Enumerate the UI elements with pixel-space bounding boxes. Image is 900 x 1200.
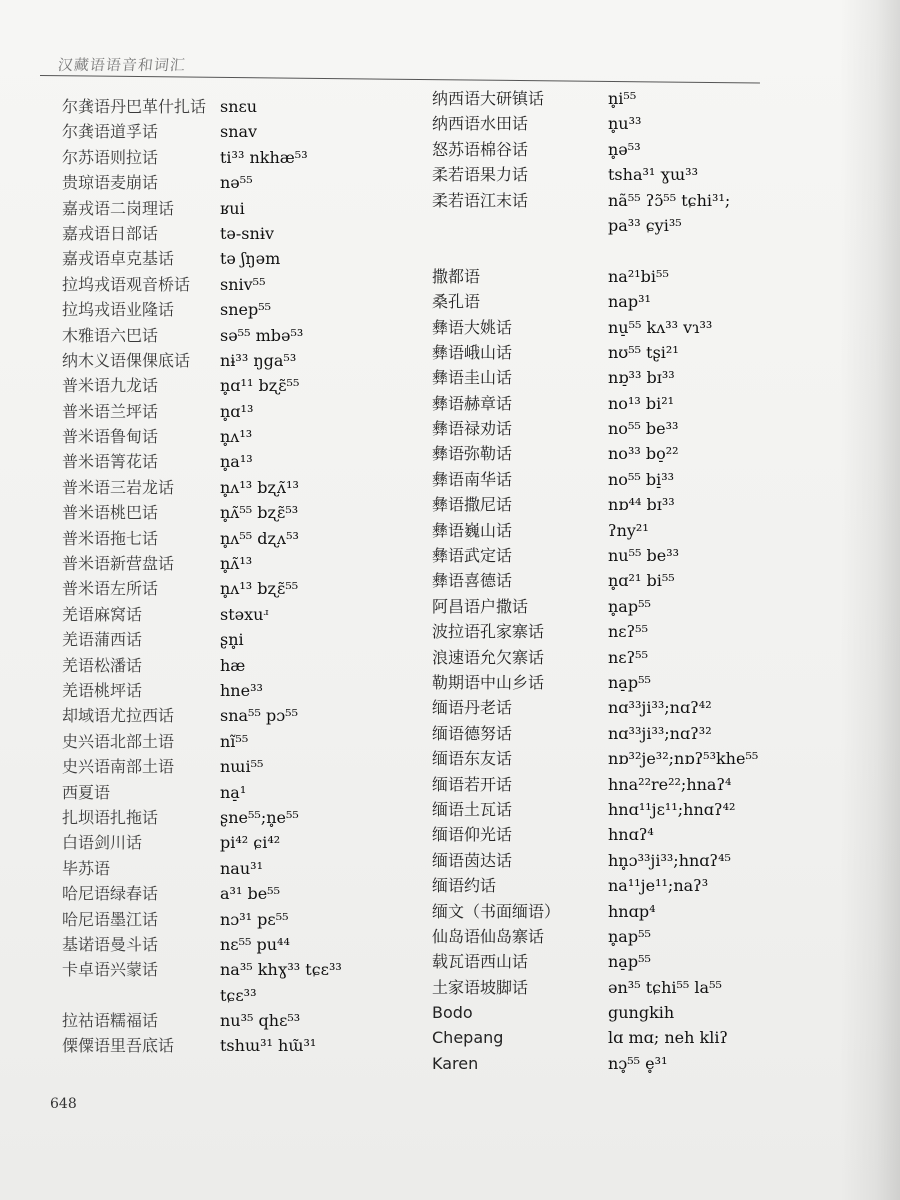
language-label: 波拉语孔家寨话 xyxy=(432,622,545,642)
header-rule xyxy=(40,75,760,84)
word-form: snɛu xyxy=(220,97,258,116)
language-label: 尔龚语道孚话 xyxy=(62,122,159,142)
language-label: 彝语峨山话 xyxy=(432,342,513,362)
language-label: 拉祜语糯福话 xyxy=(62,1011,159,1031)
word-form: nɨ³³ ŋga⁵³ xyxy=(220,350,297,370)
language-label: 缅语仰光话 xyxy=(432,825,513,845)
word-form: nɛʔ⁵⁵ xyxy=(608,622,648,642)
language-label: 傈僳语里吾底话 xyxy=(62,1036,175,1056)
word-form: ʔny²¹ xyxy=(608,520,649,540)
language-label: 普米语兰坪话 xyxy=(62,401,159,421)
language-label: 普米语鲁甸话 xyxy=(62,427,159,447)
word-form: no⁵⁵ be³³ xyxy=(608,419,679,439)
word-form: nu̠⁵⁵ kʌ³³ vɿ³³ xyxy=(608,317,713,337)
language-label: Karen xyxy=(432,1053,479,1073)
language-label: 桑孔语 xyxy=(432,292,481,312)
word-form: n̥ʌ¹³ bʐʌ̃¹³ xyxy=(220,477,299,497)
language-label: 卡卓语兴蒙话 xyxy=(62,960,159,980)
language-label: 柔若语果力话 xyxy=(432,165,529,185)
word-form: na̠¹ xyxy=(220,782,247,802)
word-form: nɒ³²je³²;nɒʔ⁵³khe⁵⁵ xyxy=(608,749,759,769)
word-form: n̥ap⁵⁵ xyxy=(608,596,651,616)
word-form: tsha³¹ ɣɯ³³ xyxy=(608,165,698,185)
language-label: 尔苏语则拉话 xyxy=(62,147,159,167)
word-form: hnɑʔ⁴ xyxy=(608,825,654,845)
word-form: nĩ⁵⁵ xyxy=(220,731,249,751)
word-form: nã⁵⁵ ʔɔ̃⁵⁵ tɕhi³¹; xyxy=(608,190,731,210)
language-label: 撒都语 xyxy=(432,266,481,286)
language-label: 缅语东友话 xyxy=(432,749,513,769)
language-label: 缅文（书面缅语） xyxy=(432,901,561,921)
language-label: 彝语巍山话 xyxy=(432,520,513,540)
word-form: n̥u³³ xyxy=(608,114,642,134)
language-label: 普米语左所话 xyxy=(62,579,159,599)
word-form: ʁui xyxy=(220,198,245,218)
language-label: 普米语新营盘话 xyxy=(62,554,175,574)
word-form: tshɯ³¹ hɯ̃³¹ xyxy=(220,1036,317,1056)
word-form: hn̥ɔ³³ji³³;hnɑʔ⁴⁵ xyxy=(608,850,731,870)
word-form: nɛ⁵⁵ pu⁴⁴ xyxy=(220,934,290,954)
language-label: 纳西语水田话 xyxy=(432,114,529,134)
word-form: ən³⁵ tɕhi⁵⁵ la⁵⁵ xyxy=(608,977,722,997)
word-form: na²¹bi⁵⁵ xyxy=(608,266,669,286)
language-label: 彝语武定话 xyxy=(432,546,513,566)
language-label: 尔龚语丹巴革什扎话 xyxy=(62,97,207,116)
word-form: na̠p⁵⁵ xyxy=(608,672,651,692)
language-label: 土家语坡脚话 xyxy=(432,977,529,997)
word-form: nau³¹ xyxy=(220,858,263,878)
language-label: 嘉戎语日部话 xyxy=(62,223,159,243)
language-label: 纳木义语倮倮底话 xyxy=(62,350,191,370)
language-label: 柔若语江末话 xyxy=(432,190,529,210)
language-label: 史兴语南部土语 xyxy=(62,757,175,777)
word-form: n̥ap⁵⁵ xyxy=(608,926,651,946)
word-form: nɒ⁴⁴ bɪ³³ xyxy=(608,495,675,515)
language-label: 普米语三岩龙话 xyxy=(62,477,175,497)
word-form: nɑ³³ji³³;nɑʔ⁴² xyxy=(608,698,712,718)
word-form: n̥ʌ⁵⁵ dʐʌ⁵³ xyxy=(220,528,299,548)
word-form: hne³³ xyxy=(220,680,263,700)
word-form: stəxuʴ xyxy=(220,604,269,624)
word-form: hnɑ¹¹jɛ¹¹;hnɑʔ⁴² xyxy=(608,799,736,819)
language-label: 彝语撒尼话 xyxy=(432,495,513,515)
language-label: 羌语蒲西话 xyxy=(62,630,143,650)
word-form: n̥i⁵⁵ xyxy=(608,89,637,108)
language-label: 羌语桃坪话 xyxy=(62,680,143,700)
language-label: 扎坝语扎拖话 xyxy=(62,807,159,827)
language-label: 仙岛语仙岛寨话 xyxy=(432,926,545,946)
language-label: 彝语禄劝话 xyxy=(432,419,513,439)
word-form: gungkih xyxy=(608,1003,675,1023)
language-label: 缅语德努话 xyxy=(432,723,513,743)
language-label: 哈尼语绿春话 xyxy=(62,884,159,904)
word-form: hæ xyxy=(220,655,246,675)
word-form: tə ʃŋəm xyxy=(220,249,281,269)
language-label: 哈尼语墨江话 xyxy=(62,909,159,929)
language-label: 西夏语 xyxy=(62,782,111,802)
language-label: 嘉戎语卓克基话 xyxy=(62,249,175,269)
word-form: snep⁵⁵ xyxy=(220,300,272,320)
word-form: tə-snɨv xyxy=(220,223,274,243)
word-form: na¹¹je¹¹;naʔ³ xyxy=(608,876,709,896)
word-form: na³⁵ khɣ³³ tɕɛ³³ xyxy=(220,960,342,980)
language-label: Bodo xyxy=(432,1003,473,1023)
word-form: no⁵⁵ bi̠³³ xyxy=(608,469,675,489)
word-form: n̥a¹³ xyxy=(220,452,253,472)
word-form: sna⁵⁵ pɔ⁵⁵ xyxy=(220,706,298,726)
language-label: 白语剑川话 xyxy=(62,833,143,853)
word-form: a³¹ be⁵⁵ xyxy=(220,884,280,904)
word-form: nu³⁵ qhɛ⁵³ xyxy=(220,1011,301,1031)
word-form: nɔ³¹ pɛ⁵⁵ xyxy=(220,909,289,929)
word-form: n̥ʌ̃¹³ xyxy=(220,554,253,574)
language-label: 彝语南华话 xyxy=(432,469,513,489)
language-label: 怒苏语棉谷话 xyxy=(432,139,529,159)
language-label: 载瓦语西山话 xyxy=(432,952,529,972)
language-label: 史兴语北部土语 xyxy=(62,731,175,751)
page-spine-shadow xyxy=(840,0,900,1200)
language-label: 羌语松潘话 xyxy=(62,655,143,675)
language-label: 缅语茵达话 xyxy=(432,850,513,870)
language-label: 毕苏语 xyxy=(62,858,111,878)
language-label: 嘉戎语二岗理话 xyxy=(62,198,175,218)
word-form: n̥ɑ²¹ bi⁵⁵ xyxy=(608,571,675,591)
word-form: ʂn̥i xyxy=(220,630,244,650)
language-label: 羌语麻窝话 xyxy=(62,604,143,624)
word-form: hnɑp⁴ xyxy=(608,901,656,921)
language-label: 勒期语中山乡话 xyxy=(432,672,545,692)
word-form: sə⁵⁵ mbə⁵³ xyxy=(220,325,304,345)
language-label: 缅语土瓦话 xyxy=(432,799,513,819)
word-form: n̥ʌ̃⁵⁵ bʐɛ̃⁵³ xyxy=(220,503,299,523)
word-form: sniv⁵⁵ xyxy=(220,274,266,294)
page-number: 648 xyxy=(50,1096,77,1112)
word-form: nɯi⁵⁵ xyxy=(220,757,264,777)
language-label: 缅语丹老话 xyxy=(432,698,513,718)
word-form: ʂne⁵⁵;n̥e⁵⁵ xyxy=(220,807,299,827)
word-form: n̥ɑ¹³ xyxy=(220,401,254,421)
language-label: 彝语圭山话 xyxy=(432,368,513,388)
word-form: nə⁵⁵ xyxy=(220,173,253,193)
word-form: n̥ɑ¹¹ bʐɛ̃⁵⁵ xyxy=(220,376,300,396)
word-form: lɑ mɑ; neh kliʔ xyxy=(608,1028,729,1048)
language-label: 彝语喜德话 xyxy=(432,571,513,591)
word-form: pa³³ ɕyi³⁵ xyxy=(608,215,682,235)
running-header: 汉藏语语音和词汇 xyxy=(57,56,187,74)
language-label: 浪速语允欠寨话 xyxy=(432,647,545,667)
word-form: n̥ə⁵³ xyxy=(608,139,641,159)
word-form: ti³³ nkhæ⁵³ xyxy=(220,147,308,167)
language-label: 纳西语大研镇话 xyxy=(432,89,545,108)
language-label: 缅语若开话 xyxy=(432,774,513,794)
language-label: 贵琼语麦崩话 xyxy=(62,173,159,193)
word-form: nɛʔ⁵⁵ xyxy=(608,647,648,667)
language-label: 木雅语六巴话 xyxy=(62,325,159,345)
language-label: 普米语桃巴话 xyxy=(62,503,159,523)
word-form: nɒ̠³³ bɪ³³ xyxy=(608,368,675,388)
language-label: 阿昌语户撒话 xyxy=(432,596,529,616)
word-form: hna²²re²²;hnaʔ⁴ xyxy=(608,774,732,794)
word-form: tɕɛ³³ xyxy=(220,985,257,1005)
word-form: pi⁴² ɕi⁴² xyxy=(220,833,281,853)
word-form: nɔ̥⁵⁵ e̥³¹ xyxy=(608,1053,668,1073)
word-form: nʊ⁵⁵ tʂi²¹ xyxy=(608,342,679,362)
word-form: nap³¹ xyxy=(608,292,651,312)
language-label: 却域语尤拉西话 xyxy=(62,706,175,726)
language-label: 彝语弥勒话 xyxy=(432,444,513,464)
language-label: 拉坞戎语业隆话 xyxy=(62,300,175,320)
word-form: n̥ʌ¹³ bʐɛ̃⁵⁵ xyxy=(220,579,299,599)
language-label: Chepang xyxy=(432,1028,504,1048)
language-label: 拉坞戎语观音桥话 xyxy=(62,274,191,294)
word-form: n̥ʌ¹³ xyxy=(220,427,253,447)
language-label: 彝语大姚话 xyxy=(432,317,513,337)
language-label: 彝语赫章话 xyxy=(432,393,513,413)
word-form: nu⁵⁵ be³³ xyxy=(608,546,680,566)
language-label: 普米语九龙话 xyxy=(62,376,159,396)
word-form: nɑ³³ji³³;nɑʔ³² xyxy=(608,723,712,743)
word-form: no³³ bo̠²² xyxy=(608,444,679,464)
word-form: no¹³ bi²¹ xyxy=(608,393,675,413)
language-label: 普米语拖七话 xyxy=(62,528,159,548)
word-form: na̠p⁵⁵ xyxy=(608,952,651,972)
language-label: 普米语箐花话 xyxy=(62,452,159,472)
language-label: 基诺语曼斗话 xyxy=(62,934,159,954)
language-label: 缅语约话 xyxy=(432,876,497,896)
word-form: snav xyxy=(220,122,258,142)
